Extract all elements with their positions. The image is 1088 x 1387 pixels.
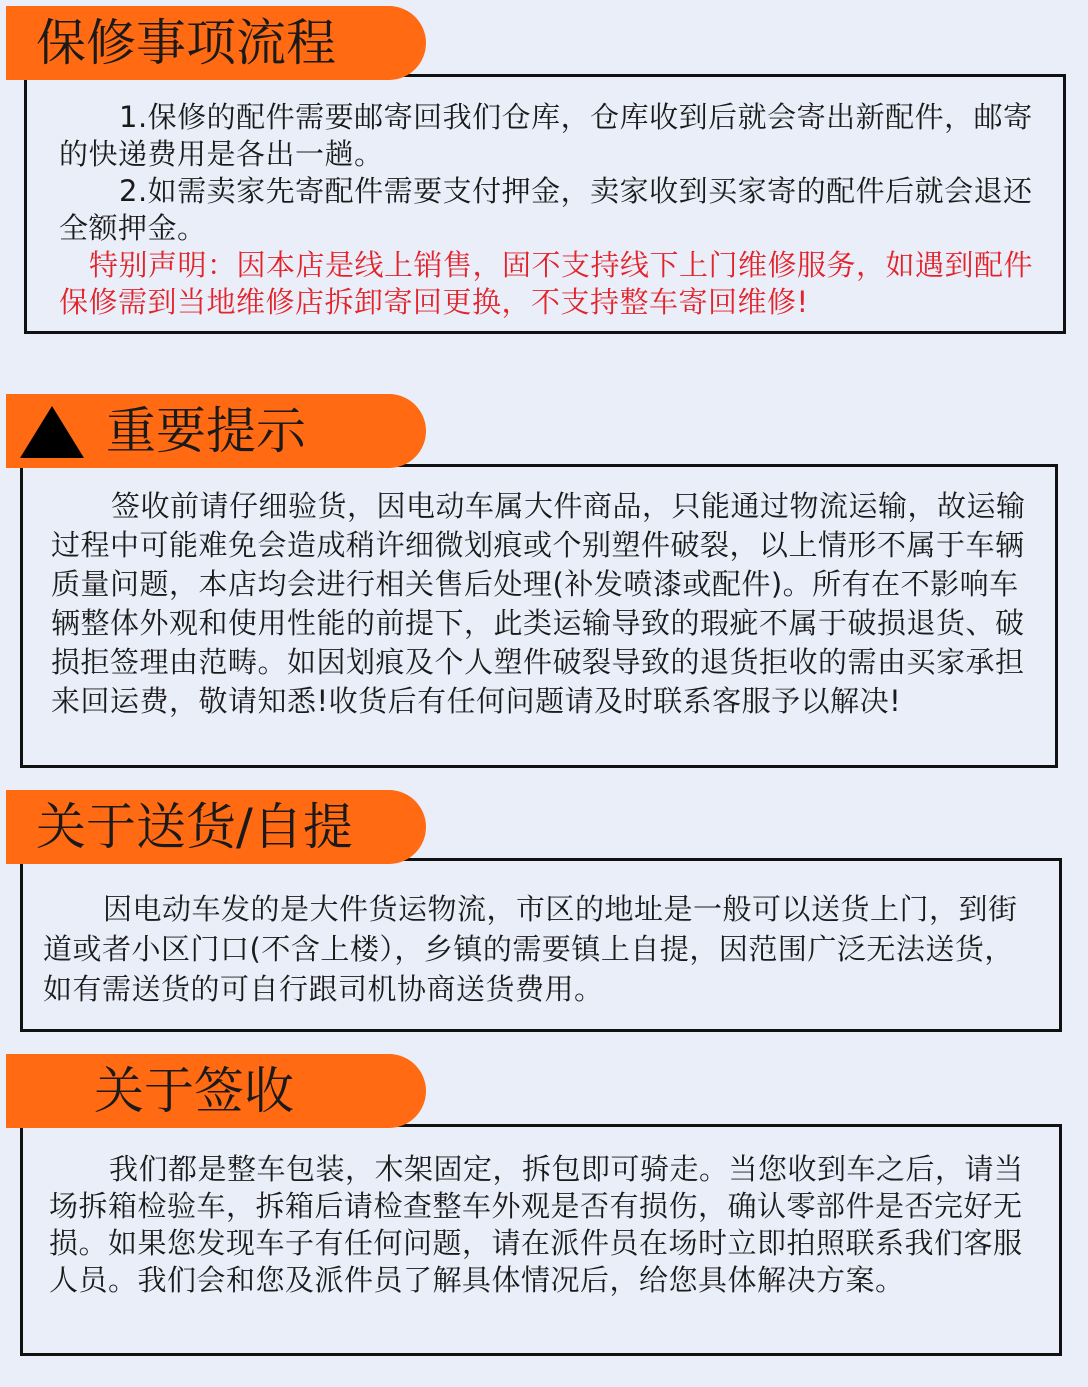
section-title: 关于签收 xyxy=(94,1062,294,1120)
section-tab-warranty xyxy=(6,6,426,80)
section-title: 保修事项流程 xyxy=(36,14,336,72)
special-notice: 特别声明：因本店是线上销售，固不支持线下上门维修服务，如遇到配件保修需到当地维修店拆卸寄回更换，不支持整车寄回维修! xyxy=(59,248,1034,319)
section-box-warranty xyxy=(24,74,1066,334)
paragraph: 因电动车发的是大件货运物流，市区的地址是一般可以送货上门，到街道或者小区门口(不含上楼），乡镇的需要镇上自提，因范围广泛无法送货，如有需送货的可自行跟司机协商送货费用。 xyxy=(43,892,1018,1006)
section-title: 重要提示 xyxy=(106,402,306,460)
section-tab-important xyxy=(6,394,426,468)
section-box-delivery xyxy=(20,858,1062,1032)
paragraph: 我们都是整车包装，木架固定，拆包即可骑走。当您收到车之后，请当场拆箱检验车，拆箱后请检查整车外观是否有损伤，确认零部件是否完好无损。如果您发现车子有任何问题，请在派件员在场时立即拍照联系我们客服人员。我们会和您及派件员了解具体情况后，给您具体解决方案。 xyxy=(49,1152,1024,1297)
section-title: 关于送货/自提 xyxy=(36,798,353,856)
paragraph: 1.保修的配件需要邮寄回我们仓库，仓库收到后就会寄出新配件，邮寄的快递费用是各出一趟。 xyxy=(59,100,1033,171)
section-tab-delivery xyxy=(6,790,426,864)
paragraph: 2.如需卖家先寄配件需要支付押金，卖家收到买家寄的配件后就会退还全额押金。 xyxy=(59,174,1033,245)
section-tab-signing xyxy=(6,1054,426,1128)
paragraph: 签收前请仔细验货，因电动车属大件商品，只能通过物流运输，故运输过程中可能难免会造成稍许细微划痕或个别塑件破裂，以上情形不属于车辆质量问题，本店均会进行相关售后处理(补发喷漆或配件)。所有在不影响车辆整体外观和使用性能的前提下，此类运输导致的瑕疵不属于破损退货、破损拒签理由范畴。如因划痕及个人塑件破裂导致的退货拒收的需由买家承担来回运费，敬请知悉!收货后有任何问题请及时联系客服予以解决! xyxy=(51,489,1026,718)
section-box-important xyxy=(20,464,1058,768)
section-box-signing xyxy=(20,1124,1062,1356)
warning-triangle-icon xyxy=(20,406,84,458)
